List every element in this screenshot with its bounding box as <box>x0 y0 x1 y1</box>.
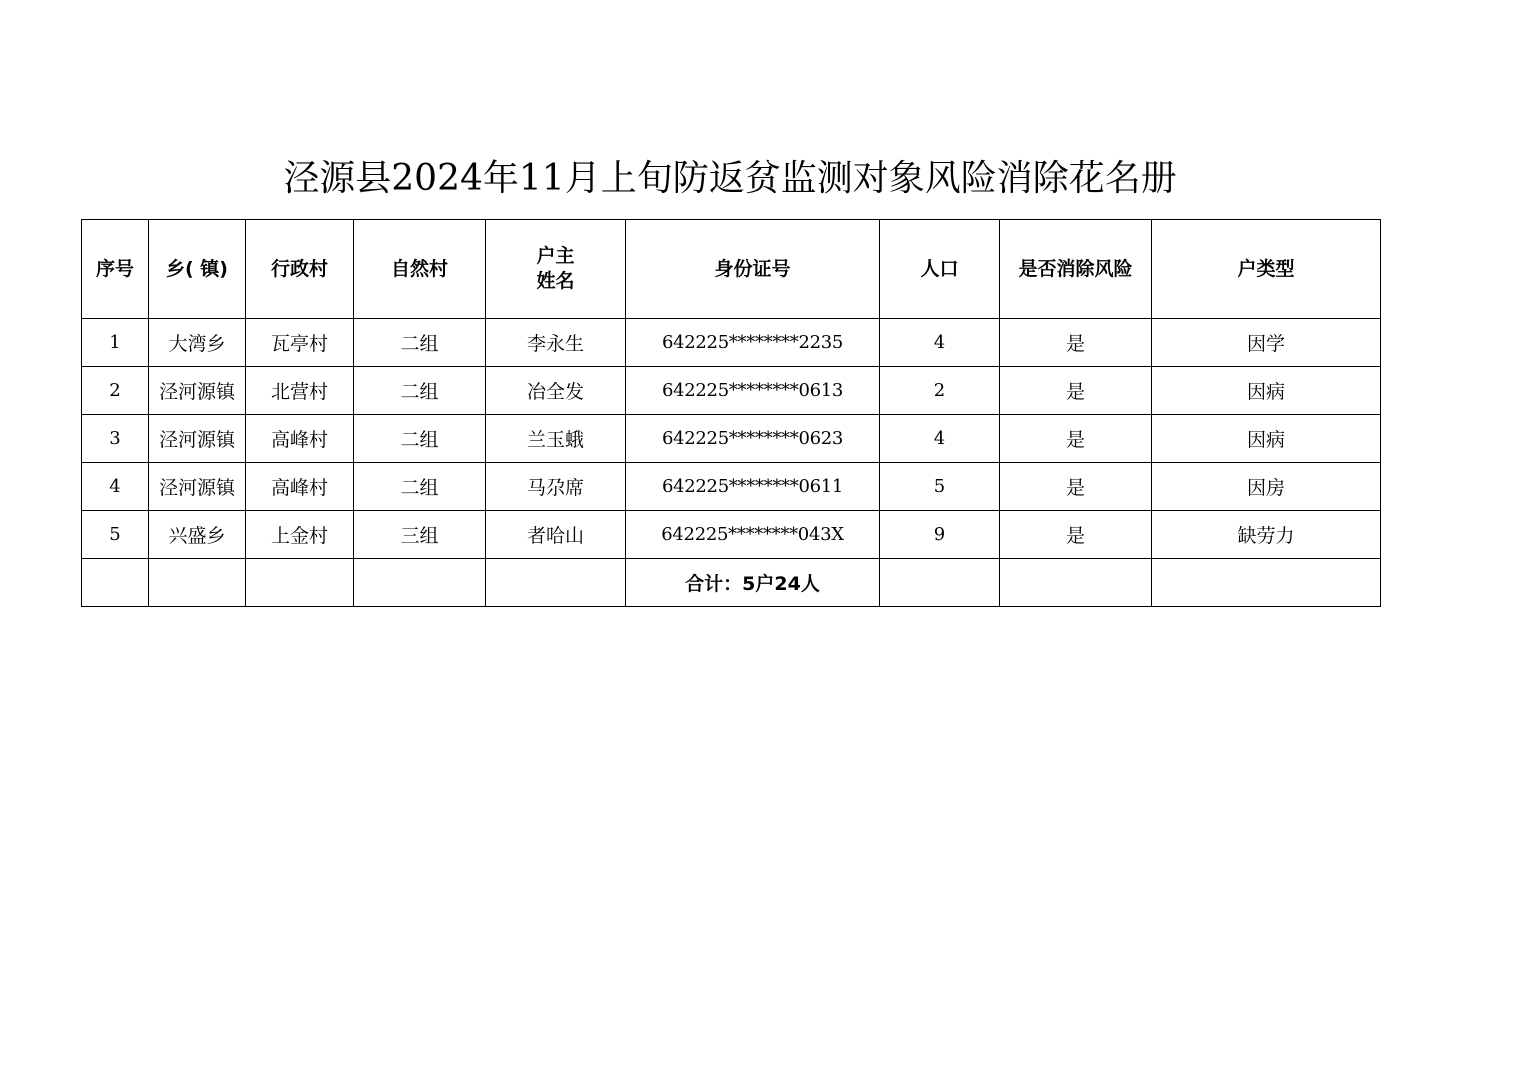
total-summary: 合计：5户24人 <box>626 559 880 607</box>
header-householder-line2: 姓名 <box>536 270 575 292</box>
total-empty-cell <box>1000 559 1152 607</box>
cell-household-type: 缺劳力 <box>1152 511 1381 559</box>
cell-householder: 者哈山 <box>486 511 626 559</box>
header-household-type: 户类型 <box>1152 220 1381 319</box>
cell-township: 泾河源镇 <box>149 367 246 415</box>
table-row <box>82 367 1381 415</box>
cell-township: 大湾乡 <box>149 319 246 367</box>
cell-admin-village: 上金村 <box>246 511 354 559</box>
cell-admin-village: 北营村 <box>246 367 354 415</box>
header-seq: 序号 <box>82 220 149 319</box>
header-householder <box>486 220 626 319</box>
cell-seq: 1 <box>82 319 149 367</box>
cell-natural-village: 二组 <box>354 415 486 463</box>
cell-household-type: 因学 <box>1152 319 1381 367</box>
cell-householder: 李永生 <box>486 319 626 367</box>
cell-natural-village: 二组 <box>354 319 486 367</box>
total-empty-cell <box>486 559 626 607</box>
cell-natural-village: 三组 <box>354 511 486 559</box>
cell-population: 4 <box>880 319 1000 367</box>
cell-id-number: 642225********043X <box>626 511 880 559</box>
total-empty-cell <box>149 559 246 607</box>
cell-admin-village: 高峰村 <box>246 463 354 511</box>
cell-risk-eliminated: 是 <box>1000 511 1152 559</box>
cell-risk-eliminated: 是 <box>1000 415 1152 463</box>
header-row <box>82 220 1381 319</box>
cell-householder: 马尕席 <box>486 463 626 511</box>
cell-township: 泾河源镇 <box>149 463 246 511</box>
cell-risk-eliminated: 是 <box>1000 319 1152 367</box>
cell-id-number: 642225********0613 <box>626 367 880 415</box>
cell-seq: 5 <box>82 511 149 559</box>
cell-household-type: 因病 <box>1152 367 1381 415</box>
cell-id-number: 642225********0611 <box>626 463 880 511</box>
cell-natural-village: 二组 <box>354 463 486 511</box>
cell-id-number: 642225********0623 <box>626 415 880 463</box>
cell-household-type: 因房 <box>1152 463 1381 511</box>
total-empty-cell <box>880 559 1000 607</box>
cell-risk-eliminated: 是 <box>1000 367 1152 415</box>
total-row <box>82 559 1381 607</box>
table-row <box>82 463 1381 511</box>
cell-seq: 2 <box>82 367 149 415</box>
cell-population: 5 <box>880 463 1000 511</box>
cell-admin-village: 瓦亭村 <box>246 319 354 367</box>
table-row <box>82 511 1381 559</box>
cell-township: 泾河源镇 <box>149 415 246 463</box>
cell-township: 兴盛乡 <box>149 511 246 559</box>
cell-id-number: 642225********2235 <box>626 319 880 367</box>
total-empty-cell <box>246 559 354 607</box>
document-title: 泾源县2024年11月上旬防返贫监测对象风险消除花名册 <box>283 158 1177 199</box>
header-population: 人口 <box>880 220 1000 319</box>
header-householder-line1: 户主 <box>536 245 575 267</box>
cell-householder: 冶全发 <box>486 367 626 415</box>
header-natural-village: 自然村 <box>354 220 486 319</box>
total-empty-cell <box>1152 559 1381 607</box>
cell-population: 2 <box>880 367 1000 415</box>
header-id-number: 身份证号 <box>626 220 880 319</box>
cell-householder: 兰玉蛾 <box>486 415 626 463</box>
cell-seq: 4 <box>82 463 149 511</box>
cell-natural-village: 二组 <box>354 367 486 415</box>
header-admin-village: 行政村 <box>246 220 354 319</box>
cell-admin-village: 高峰村 <box>246 415 354 463</box>
cell-household-type: 因病 <box>1152 415 1381 463</box>
cell-population: 4 <box>880 415 1000 463</box>
total-empty-cell <box>354 559 486 607</box>
total-empty-cell <box>82 559 149 607</box>
header-township: 乡( 镇) <box>149 220 246 319</box>
table-row <box>82 415 1381 463</box>
table-row <box>82 319 1381 367</box>
cell-seq: 3 <box>82 415 149 463</box>
cell-risk-eliminated: 是 <box>1000 463 1152 511</box>
cell-population: 9 <box>880 511 1000 559</box>
roster-table <box>81 219 1381 607</box>
header-risk-eliminated: 是否消除风险 <box>1000 220 1152 319</box>
